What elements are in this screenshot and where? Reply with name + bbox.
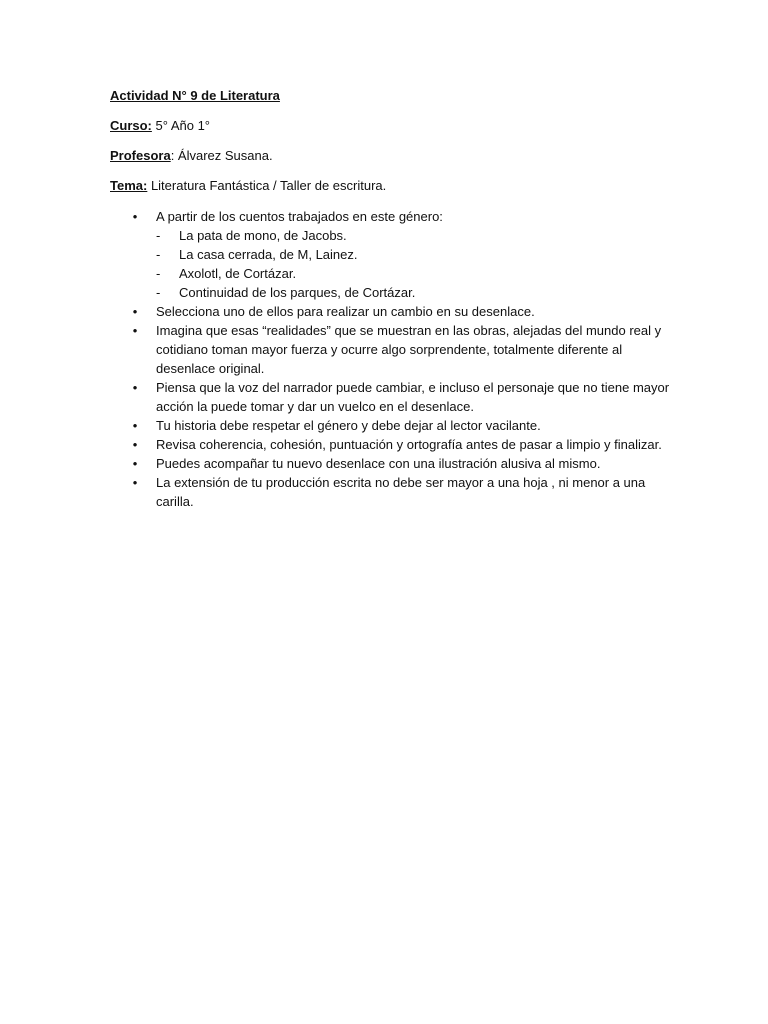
- profesora-value: : Álvarez Susana.: [170, 148, 273, 163]
- list-item: [110, 207, 670, 302]
- bullet-icon: •: [132, 437, 138, 452]
- document-title: Actividad N° 9 de Literatura: [110, 88, 280, 103]
- dash-icon: -: [156, 285, 161, 300]
- dash-icon: -: [156, 228, 161, 243]
- list-item-text: Revisa coherencia, cohesión, puntuación y ortografía antes de pasar a limpio y finalizar.: [156, 437, 662, 452]
- story-list: [156, 226, 670, 302]
- bullet-icon: •: [132, 304, 138, 319]
- curso-label: Curso:: [110, 118, 152, 133]
- document-body: [110, 86, 670, 511]
- list-item: [110, 454, 670, 473]
- dash-icon: -: [156, 266, 161, 281]
- story-title: La pata de mono, de Jacobs.: [179, 228, 347, 243]
- profesora-label: Profesora: [110, 148, 171, 163]
- list-item-text: Imagina que esas “realidades” que se muestran en las obras, alejadas del mundo real y cotidiano toman mayor fuerza y ocurre algo sorprendente, totalmente diferente al desenlace original.: [156, 323, 662, 376]
- instructions-list: [110, 207, 670, 511]
- list-item: [110, 321, 670, 378]
- list-item: [110, 435, 670, 454]
- bullet-icon: •: [132, 323, 138, 338]
- curso-line: [110, 116, 670, 135]
- tema-line: [110, 176, 670, 195]
- story-title: La casa cerrada, de M, Lainez.: [179, 247, 358, 262]
- story-title: Axolotl, de Cortázar.: [179, 266, 297, 281]
- dash-icon: -: [156, 247, 161, 262]
- list-item: [110, 378, 670, 416]
- bullet-icon: •: [132, 418, 138, 433]
- curso-value: 5° Año 1°: [151, 118, 210, 133]
- list-item-text: Tu historia debe respetar el género y debe dejar al lector vacilante.: [156, 418, 541, 433]
- bullet-icon: •: [132, 456, 138, 471]
- story-item: [156, 245, 670, 264]
- list-item-text: La extensión de tu producción escrita no debe ser mayor a una hoja , ni menor a una carilla.: [156, 475, 646, 509]
- list-item-text: A partir de los cuentos trabajados en este género:: [156, 209, 443, 224]
- list-item-text: Selecciona uno de ellos para realizar un cambio en su desenlace.: [156, 304, 535, 319]
- list-item: [110, 302, 670, 321]
- list-item: [110, 416, 670, 435]
- story-item: [156, 264, 670, 283]
- story-item: [156, 283, 670, 302]
- profesora-line: [110, 146, 670, 165]
- bullet-icon: •: [132, 209, 138, 224]
- tema-label: Tema:: [110, 178, 148, 193]
- list-item-text: Puedes acompañar tu nuevo desenlace con una ilustración alusiva al mismo.: [156, 456, 601, 471]
- tema-value: Literatura Fantástica / Taller de escritura.: [147, 178, 387, 193]
- bullet-icon: •: [132, 475, 138, 490]
- bullet-icon: •: [132, 380, 138, 395]
- story-item: [156, 226, 670, 245]
- story-title: Continuidad de los parques, de Cortázar.: [179, 285, 416, 300]
- list-item-text: Piensa que la voz del narrador puede cambiar, e incluso el personaje que no tiene mayor acción la puede tomar y dar un vuelco en el desenlace.: [156, 380, 670, 414]
- list-item: [110, 473, 670, 511]
